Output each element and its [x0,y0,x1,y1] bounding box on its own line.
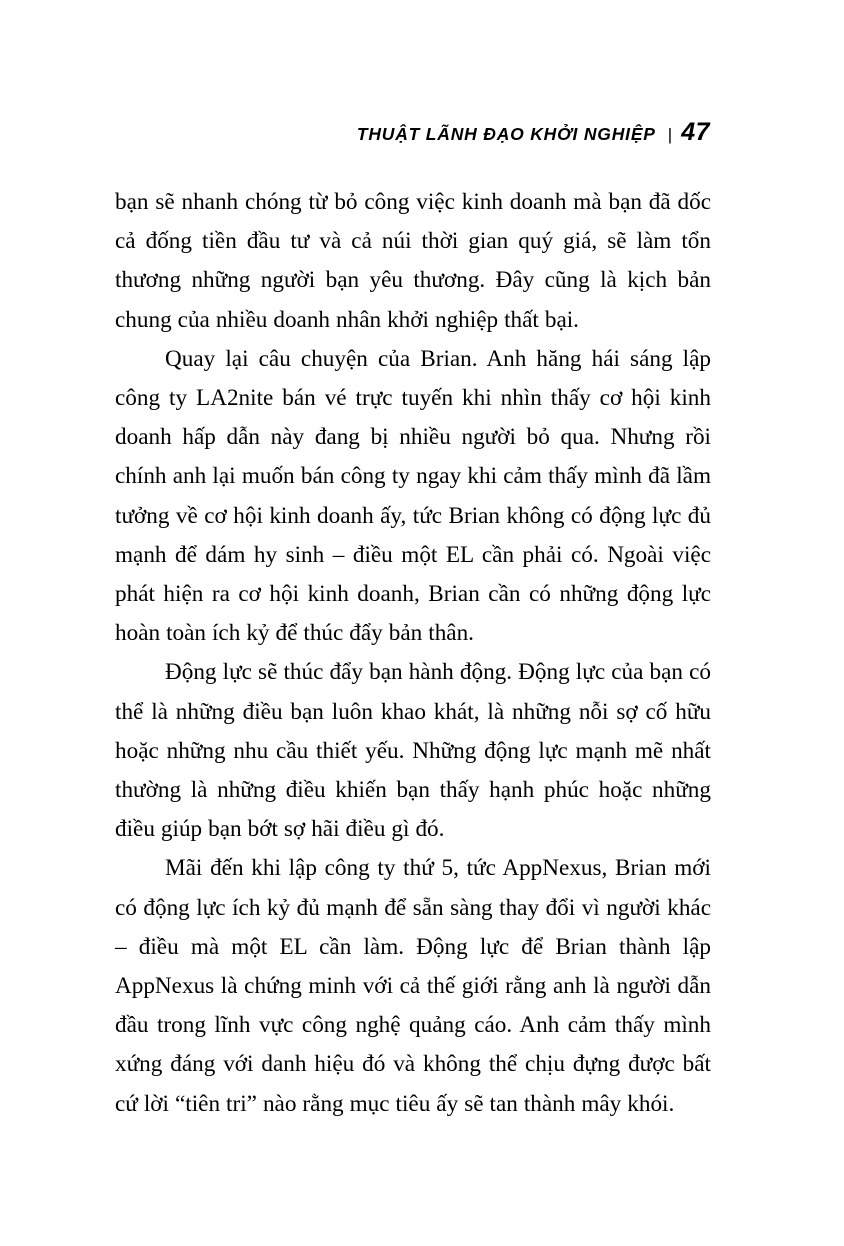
body-paragraph: Động lực sẽ thúc đẩy bạn hành động. Động lực của bạn có thể là những điều bạn luôn khao khát, là những nỗi sợ cố hữu hoặc những nhu cầu thiết yếu. Những động lực mạnh mẽ nhất thường là những điều khiến bạn thấy hạnh phúc hoặc những điều giúp bạn bớt sợ hãi điều gì đó. [115,659,711,843]
page-number: 47 [681,118,710,146]
body-paragraph: bạn sẽ nhanh chóng từ bỏ công việc kinh doanh mà bạn đã dốc cả đống tiền đầu tư và cả núi thời gian quý giá, sẽ làm tổn thương những người bạn yêu thương. Đây cũng là kịch bản chung của nhiều doanh nhân khởi nghiệp thất bại. [115,189,711,333]
running-header [115,120,710,154]
body-paragraph: Mãi đến khi lập công ty thứ 5, tức AppNexus, Brian mới có động lực ích kỷ đủ mạnh để sẵn sàng thay đổi vì người khác – điều mà một EL cần làm. Động lực để Brian thành lập AppNexus là chứng minh với cả thế giới rằng anh là người dẫn đầu trong lĩnh vực công nghệ quảng cáo. Anh cảm thấy mình xứng đáng với danh hiệu đó và không thể chịu đựng được bất cứ lời “tiên tri” nào rằng mục tiêu ấy sẽ tan thành mây khói. [115,855,711,1117]
body-paragraph: Quay lại câu chuyện của Brian. Anh hăng hái sáng lập công ty LA2nite bán vé trực tuyến khi nhìn thấy cơ hội kinh doanh hấp dẫn này đang bị nhiều người bỏ qua. Nhưng rồi chính anh lại muốn bán công ty ngay khi cảm thấy mình đã lầm tưởng về cơ hội kinh doanh ấy, tức Brian không có động lực đủ mạnh để dám hy sinh – điều một EL cần phải có. Ngoài việc phát hiện ra cơ hội kinh doanh, Brian cần có những động lực hoàn toàn ích kỷ để thúc đẩy bản thân. [115,345,711,647]
running-header-title: THUẬT LÃNH ĐẠO KHỞI NGHIỆP [356,124,656,144]
body-text-block [115,183,711,1124]
running-header-separator: | [667,125,673,144]
